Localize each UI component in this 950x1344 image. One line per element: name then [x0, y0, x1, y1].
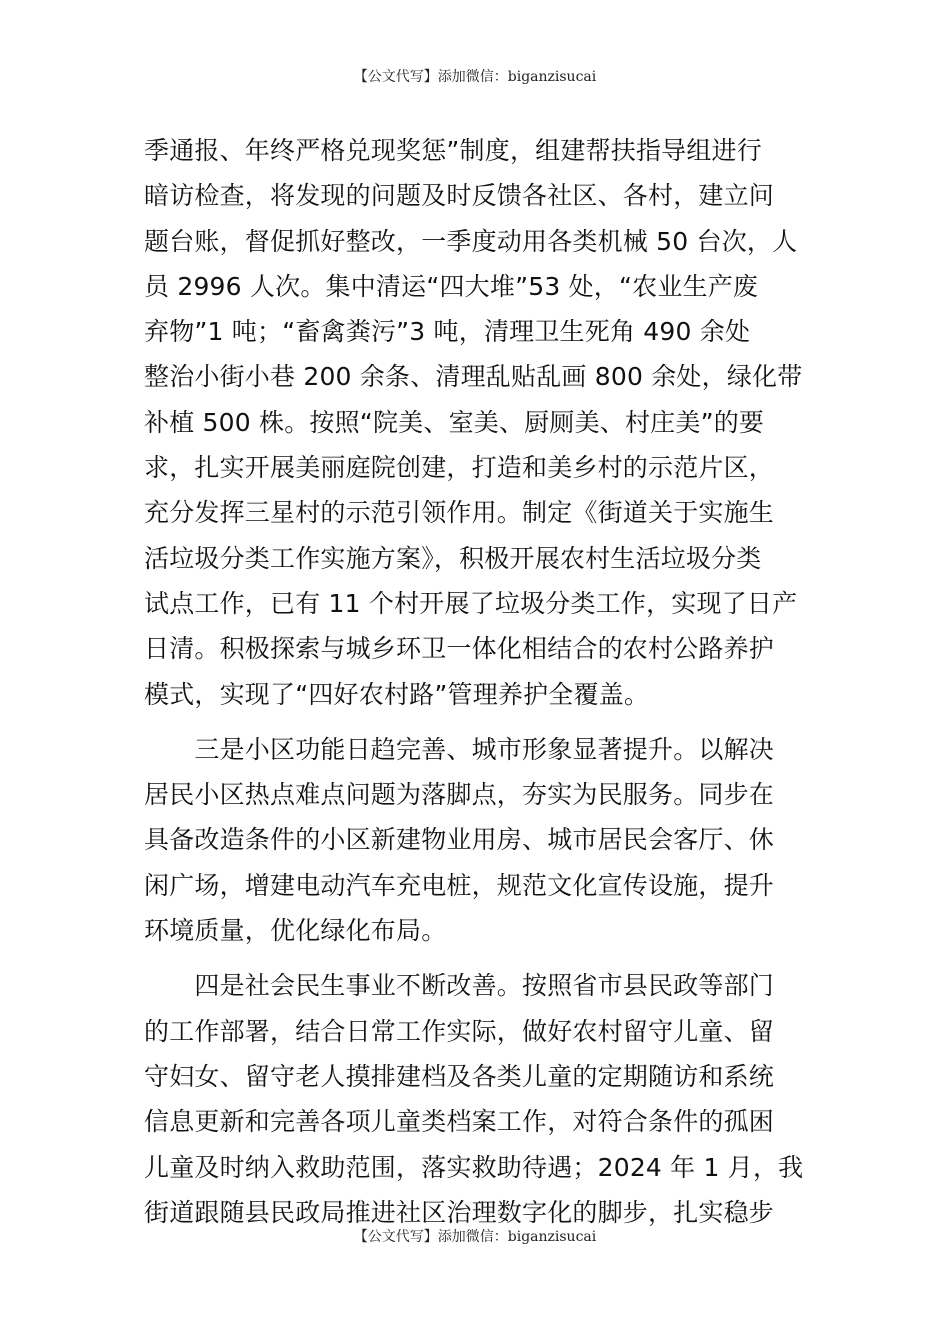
- text-line: 题台账，督促抓好整改，一季度动用各类机械 50 台次，人: [144, 226, 798, 256]
- text-line: 充分发挥三星村的示范引领作用。制定《街道关于实施生: [144, 498, 775, 528]
- text-line: 暗访检查，将发现的问题及时反馈各社区、各村，建立问: [144, 181, 775, 211]
- text-line: 三是小区功能日趋完善、城市形象显著提升。以解决: [144, 734, 775, 764]
- text-line: 环境质量，优化绿化布局。: [144, 916, 447, 946]
- text-line: 居民小区热点难点问题为落脚点，夯实为民服务。同步在: [144, 780, 775, 810]
- text-line: 日清。积极探索与城乡环卫一体化相结合的农村公路养护: [144, 634, 775, 664]
- text-line: 弃物”1 吨；“畜禽粪污”3 吨，清理卫生死角 490 余处: [144, 317, 751, 347]
- text-line: 求，扎实开展美丽庭院创建，打造和美乡村的示范片区，: [144, 453, 775, 483]
- text-line: 儿童及时纳入救助范围，落实救助待遇；2024 年 1 月，我: [144, 1152, 804, 1182]
- text-line: 补植 500 株。按照“院美、室美、厨厕美、村庄美”的要: [144, 407, 765, 437]
- text-line: 具备改造条件的小区新建物业用房、城市居民会客厅、休: [144, 825, 775, 855]
- paragraph-3: [144, 963, 808, 1235]
- page-footer-watermark: 【公文代写】添加微信：biganzisucai: [353, 1229, 597, 1245]
- text-line: 街道跟随县民政局推进社区治理数字化的脚步，扎实稳步: [144, 1197, 775, 1227]
- document-body: [144, 128, 808, 1235]
- paragraph-spacing: [144, 953, 808, 963]
- paragraph-spacing: [144, 717, 808, 727]
- text-line: 活垃圾分类工作实施方案》，积极开展农村生活垃圾分类: [144, 543, 762, 573]
- text-line: 整治小街小巷 200 余条、清理乱贴乱画 800 余处，绿化带: [144, 362, 803, 392]
- text-line: 四是社会民生事业不断改善。按照省市县民政等部门: [144, 971, 775, 1001]
- text-line: 信息更新和完善各项儿童类档案工作，对符合条件的孤困: [144, 1107, 775, 1137]
- text-line: 季通报、年终严格兑现奖惩”制度，组建帮扶指导组进行: [144, 136, 762, 165]
- text-line: 的工作部署，结合日常工作实际，做好农村留守儿童、留: [144, 1016, 775, 1046]
- text-line: 员 2996 人次。集中清运“四大堆”53 处，“农业生产废: [144, 271, 759, 301]
- paragraph-1: [144, 128, 808, 717]
- paragraph-2: [144, 727, 808, 953]
- page-header-watermark: 【公文代写】添加微信：biganzisucai: [353, 69, 597, 85]
- text-line: 闲广场，增建电动汽车充电桩，规范文化宣传设施，提升: [144, 870, 775, 900]
- text-line: 模式，实现了“四好农村路”管理养护全覆盖。: [144, 679, 650, 709]
- text-line: 守妇女、留守老人摸排建档及各类儿童的定期随访和系统: [144, 1061, 775, 1091]
- text-line: 试点工作，已有 11 个村开展了垃圾分类工作，实现了日产: [144, 588, 798, 618]
